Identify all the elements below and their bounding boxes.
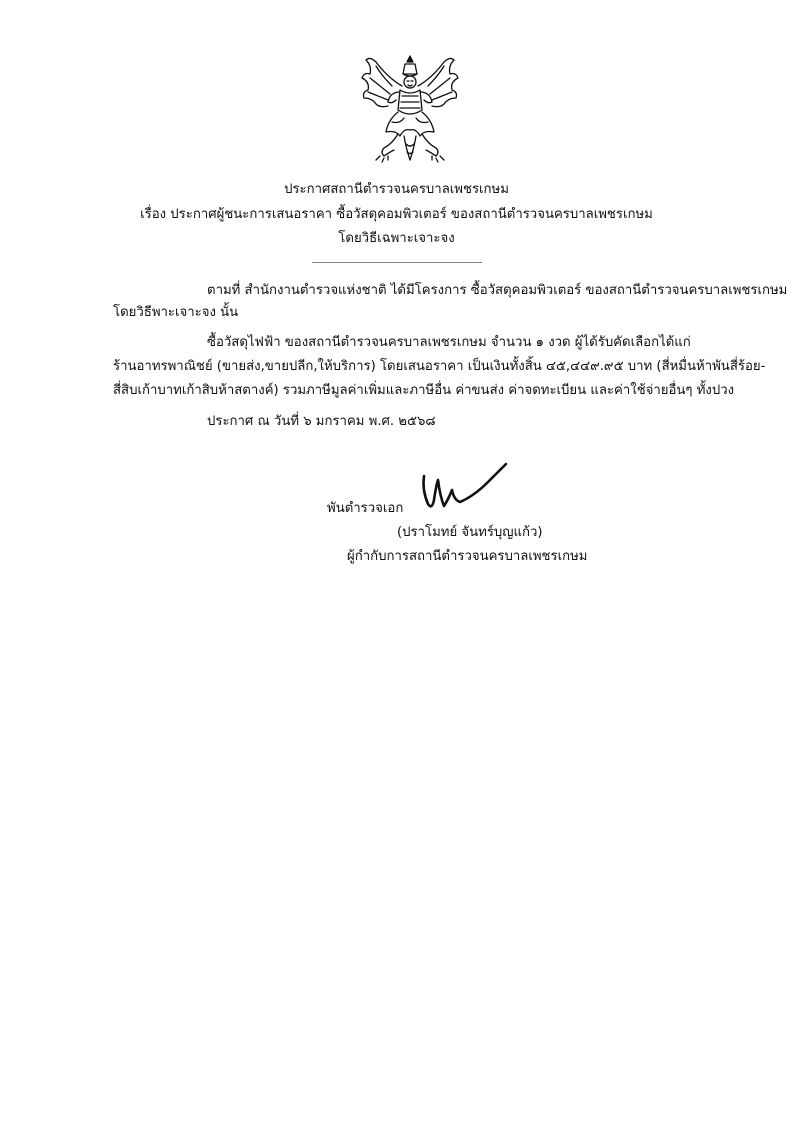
- paragraph-2-line-2: ร้านอาทรพาณิชย์ (ขายส่ง,ขายปลีก,ให้บริการ) โดยเสนอราคา เป็นเงินทั้งสิ้น ๔๕,๔๔๙.๙๕ บาท (สี่หมื่นห้าพันสี่ร้อย-: [113, 359, 766, 374]
- announcement-date: ประกาศ ณ วันที่ ๖ มกราคม พ.ศ. ๒๕๖๘: [207, 414, 436, 429]
- garuda-emblem-icon: [358, 52, 462, 168]
- paragraph-2-line-1: ซื้อวัสดุไฟฟ้า ของสถานีตำรวจนครบาลเพชรเกษม จำนวน ๑ งวด ผู้ได้รับคัดเลือกได้แก่: [207, 335, 691, 350]
- signer-name: (ปราโมทย์ จันทร์บุญแก้ว): [397, 525, 543, 540]
- document-title: ประกาศสถานีตำรวจนครบาลเพชรเกษม: [284, 182, 509, 197]
- paragraph-1-line-2: โดยวิธีพาะเจาะจง นั้น: [113, 305, 239, 320]
- paragraph-1-line-1: ตามที่ สำนักงานตำรวจแห่งชาติ ได้มีโครงการ ซื้อวัสดุคอมพิวเตอร์ ของสถานีตำรวจนครบาลเพชรเกษม: [207, 283, 788, 298]
- paragraph-2-line-3: สี่สิบเก้าบาทเก้าสิบห้าสตางค์) รวมภาษีมูลค่าเพิ่มและภาษีอื่น ค่าขนส่ง ค่าจดทะเบียน และค่าใช้จ่ายอื่นๆ ทั้งปวง: [113, 383, 735, 398]
- signer-rank: พันตำรวจเอก: [327, 501, 404, 516]
- handwritten-signature: [418, 456, 510, 516]
- procurement-method: โดยวิธีเฉพาะเจาะจง: [338, 231, 455, 246]
- document-subject: เรื่อง ประกาศผู้ชนะการเสนอราคา ซื้อวัสดุคอมพิวเตอร์ ของสถานีตำรวจนครบาลเพชรเกษม: [140, 207, 653, 222]
- title-divider: [312, 262, 482, 263]
- signer-position: ผู้กำกับการสถานีตำรวจนครบาลเพชรเกษม: [347, 549, 588, 564]
